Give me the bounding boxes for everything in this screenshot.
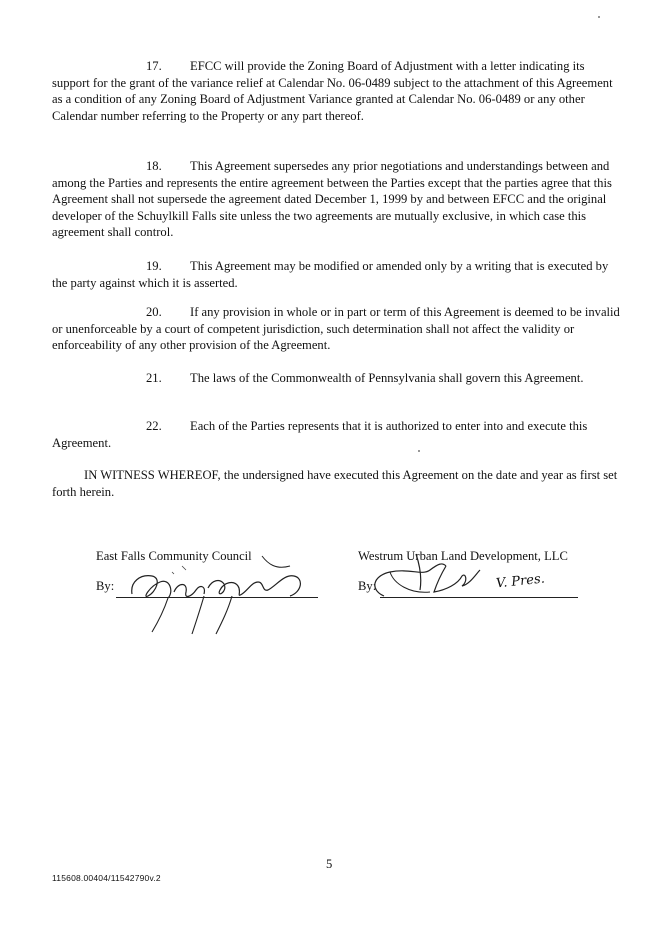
paragraph-22: [52, 418, 624, 451]
signatory-org-left: East Falls Community Council: [96, 549, 252, 563]
page-number: 5: [326, 857, 333, 871]
witness-clause: IN WITNESS WHEREOF, the undersigned have executed this Agreement on the date and year as first set forth herein.: [52, 468, 618, 499]
paragraph-text: This Agreement may be modified or amended only by a writing that is executed by the party against which it is asserted.: [52, 259, 609, 290]
paragraph-number: 21.: [146, 371, 162, 385]
paragraph-18: [52, 158, 624, 241]
paragraph-text: If any provision in whole or in part or term of this Agreement is deemed to be invalid or unenforceable by a court of competent jurisdiction, such determination shall not affect the validity or enforceability of any other provision of the Agreement.: [52, 305, 620, 353]
signatory-org-right: Westrum Urban Land Development, LLC: [358, 549, 568, 563]
document-id: 115608.00404/11542790v.2: [52, 873, 161, 883]
scan-speck: [598, 16, 600, 18]
paragraph-20: [52, 304, 624, 354]
paragraph-text: The laws of the Commonwealth of Pennsylvania shall govern this Agreement.: [190, 371, 584, 385]
paragraph-number: 17.: [146, 59, 162, 73]
handwritten-signature-right: [350, 546, 590, 606]
paragraph-19: [52, 258, 624, 291]
paragraph-number: 18.: [146, 159, 162, 173]
paragraph-text: EFCC will provide the Zoning Board of Adjustment with a letter indicating its support for the grant of the variance relief at Calendar No. 06-0489 subject to the attachment of this Agreement as a condition of any Zoning Board of Adjustment Variance granted at Calendar No. 06-0489 or any other Calendar number referring to the Property or any part thereof.: [52, 59, 613, 123]
signature-by-label-right: By:: [358, 579, 377, 593]
paragraph-17: [52, 58, 624, 124]
paragraph-number: 19.: [146, 259, 162, 273]
scan-speck: [418, 450, 420, 452]
paragraph-number: 22.: [146, 419, 162, 433]
paragraph-number: 20.: [146, 305, 162, 319]
signature-by-label-left: By:: [96, 579, 115, 593]
paragraph-text: This Agreement supersedes any prior negotiations and understandings between and among the Parties and represents the entire agreement between the Parties except that the parties agree that this Agreement shall not supersede the agreement dated December 1, 1999 by and between EFCC and the original developer of the Schuylkill Falls site unless the two agreements are mutually exclusive, in which case this agreement shall control.: [52, 159, 612, 240]
signer-title-handwritten: V. Pres.: [495, 571, 546, 592]
paragraph-text: Each of the Parties represents that it is authorized to enter into and execute this Agreement.: [52, 419, 588, 450]
handwritten-signature-left: [112, 552, 322, 637]
paragraph-21: [52, 370, 624, 387]
